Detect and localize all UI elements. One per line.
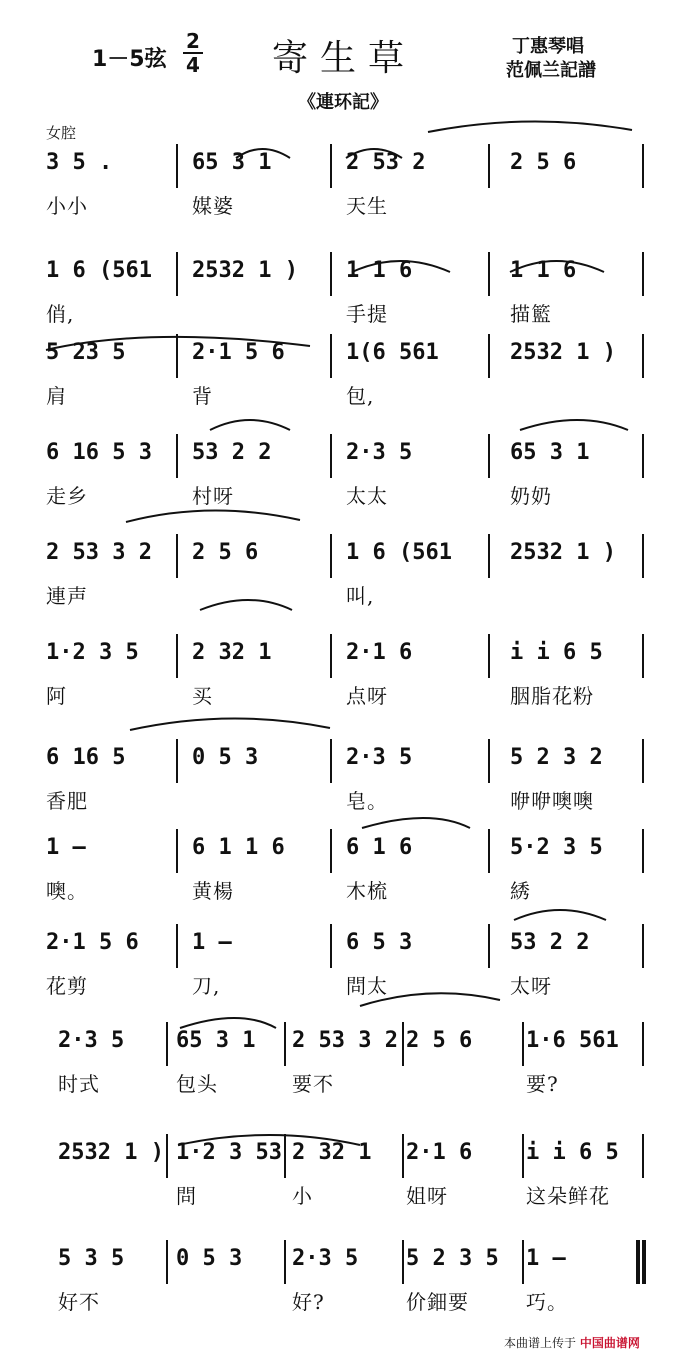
source-title: 《連环記》: [298, 92, 388, 113]
measure-notes: 65 3 1: [192, 150, 272, 175]
bar-line: [488, 434, 490, 478]
measure-lyrics: 太太: [346, 484, 388, 508]
bar-line: [166, 1240, 168, 1284]
bar-line: [642, 1022, 644, 1066]
measure-notes: 6 1 1 6: [192, 835, 285, 860]
footer-credit: [504, 1334, 640, 1351]
measure-lyrics: 刀,: [192, 974, 221, 998]
score-row: [0, 640, 700, 730]
measure-notes: 2·3 5: [346, 745, 413, 770]
measure-notes: 2532 1 ): [510, 340, 616, 365]
bar-line: [642, 739, 644, 783]
measure-notes: 2532 1 ): [510, 540, 616, 565]
measure-notes: 1(6 561: [346, 340, 439, 365]
measure-notes: i i 6 5: [510, 640, 603, 665]
bar-line: [176, 434, 178, 478]
bar-line: [330, 634, 332, 678]
bar-line: [642, 144, 644, 188]
measure-lyrics: 手提: [346, 302, 388, 326]
measure-lyrics: 好不: [58, 1290, 100, 1314]
bar-line: [166, 1022, 168, 1066]
measure-lyrics: 巧。: [526, 1290, 568, 1314]
measure-lyrics: 咿咿噢噢: [510, 789, 594, 813]
bar-line: [488, 252, 490, 296]
measure-notes: 0 5 3: [176, 1246, 243, 1271]
measure-lyrics: 太呀: [510, 974, 552, 998]
bar-line: [330, 252, 332, 296]
measure-lyrics: 要?: [526, 1072, 559, 1096]
bar-line: [402, 1022, 404, 1066]
score-row: [0, 150, 700, 240]
bar-line: [642, 924, 644, 968]
measure-lyrics: 天生: [346, 194, 388, 218]
measure-notes: 0 5 3: [192, 745, 259, 770]
bar-line: [176, 829, 178, 873]
bar-line: [330, 739, 332, 783]
score-row: [0, 258, 700, 348]
measure-lyrics: 描籃: [510, 302, 552, 326]
bar-line: [176, 739, 178, 783]
measure-notes: 1 6 (561: [46, 258, 152, 283]
measure-notes: 2·3 5: [58, 1028, 125, 1053]
bar-line: [642, 334, 644, 378]
measure-notes: 5 2 3 5: [406, 1246, 499, 1271]
measure-lyrics: 肩: [46, 384, 67, 408]
measure-lyrics: 背: [192, 384, 213, 408]
bar-line: [176, 924, 178, 968]
measure-lyrics: 花剪: [46, 974, 88, 998]
measure-notes: 6 1 6: [346, 835, 413, 860]
score-row: [0, 930, 700, 1020]
score-row: [0, 440, 700, 530]
measure-notes: 2 32 1: [292, 1140, 372, 1165]
bar-line: [176, 634, 178, 678]
measure-lyrics: 綉: [510, 879, 531, 903]
measure-lyrics: 胭脂花粉: [510, 684, 594, 708]
measure-notes: 1·2 3 53: [176, 1140, 282, 1165]
measure-lyrics: 价鈿要: [406, 1290, 469, 1314]
measure-lyrics: 时式: [58, 1072, 100, 1096]
measure-notes: 1·2 3 5: [46, 640, 139, 665]
bar-line: [522, 1240, 524, 1284]
measure-notes: 1 1 6: [346, 258, 413, 283]
measure-notes: 53 2 2: [510, 930, 590, 955]
time-signature-bottom: 4: [186, 53, 200, 77]
voice-label: 女腔: [46, 124, 77, 142]
key-signature: 1－5弦: [92, 47, 167, 72]
measure-notes: 2 32 1: [192, 640, 272, 665]
measure-notes: 5 2 3 2: [510, 745, 603, 770]
slur: [428, 121, 632, 132]
bar-line: [176, 252, 178, 296]
measure-lyrics: 好?: [292, 1290, 325, 1314]
bar-line: [488, 334, 490, 378]
measure-notes: 5 3 5: [58, 1246, 125, 1271]
score-row: [0, 835, 700, 925]
measure-notes: 6 16 5 3: [46, 440, 152, 465]
page-title: 寄生草: [272, 38, 417, 79]
measure-notes: 2·1 6: [406, 1140, 473, 1165]
measure-notes: 3 5 .: [46, 150, 113, 175]
singer-credit: 丁惠琴唱: [512, 36, 584, 57]
measure-lyrics: 点呀: [346, 684, 388, 708]
measure-lyrics: 木梳: [346, 879, 388, 903]
measure-notes: 5 23 5: [46, 340, 126, 365]
measure-notes: 65 3 1: [510, 440, 590, 465]
time-signature-top: 2: [186, 29, 200, 53]
bar-line: [330, 534, 332, 578]
measure-lyrics: 包,: [346, 384, 375, 408]
measure-notes: 2 5 6: [510, 150, 577, 175]
score-row: [0, 340, 700, 430]
measure-notes: i i 6 5: [526, 1140, 619, 1165]
measure-lyrics: 姐呀: [406, 1184, 448, 1208]
measure-lyrics: 村呀: [192, 484, 234, 508]
score-row: [0, 1140, 700, 1230]
measure-notes: 2 5 6: [192, 540, 259, 565]
measure-notes: 1·6 561: [526, 1028, 619, 1053]
bar-line: [642, 634, 644, 678]
footer-prefix: 本曲谱上传于: [504, 1336, 577, 1350]
bar-line: [522, 1134, 524, 1178]
bar-line: [284, 1022, 286, 1066]
score-row: [0, 1028, 700, 1118]
measure-notes: 1 –: [46, 835, 86, 860]
measure-notes: 1 –: [526, 1246, 566, 1271]
bar-line: [488, 829, 490, 873]
measure-lyrics: 奶奶: [510, 484, 552, 508]
bar-line: [176, 334, 178, 378]
measure-notes: 5·2 3 5: [510, 835, 603, 860]
bar-line: [488, 924, 490, 968]
measure-lyrics: 俏,: [46, 302, 75, 326]
measure-notes: 2·3 5: [346, 440, 413, 465]
measure-notes: 1 –: [192, 930, 232, 955]
bar-line: [330, 434, 332, 478]
bar-line: [642, 434, 644, 478]
measure-notes: 2·1 6: [346, 640, 413, 665]
bar-line: [176, 144, 178, 188]
measure-notes: 2·1 5 6: [192, 340, 285, 365]
measure-notes: 2 53 3 2: [46, 540, 152, 565]
measure-notes: 2 53 3 2: [292, 1028, 398, 1053]
measure-lyrics: 噢。: [46, 879, 88, 903]
notator-credit: 范佩兰記譜: [506, 60, 596, 81]
bar-line: [522, 1022, 524, 1066]
bar-line: [642, 1240, 646, 1284]
measure-lyrics: 走乡: [46, 484, 88, 508]
measure-lyrics: 这朵鲜花: [526, 1184, 610, 1208]
footer-brand: 中国曲谱网: [579, 1336, 640, 1350]
measure-lyrics: 媒婆: [192, 194, 234, 218]
measure-lyrics: 香肥: [46, 789, 88, 813]
measure-notes: 2·3 5: [292, 1246, 359, 1271]
measure-lyrics: 皂。: [346, 789, 388, 813]
measure-notes: 2·1 5 6: [46, 930, 139, 955]
bar-line: [488, 739, 490, 783]
bar-line: [488, 634, 490, 678]
measure-lyrics: 买: [192, 684, 213, 708]
score-row: [0, 1246, 700, 1336]
score-row: [0, 540, 700, 630]
measure-notes: 6 5 3: [346, 930, 413, 955]
score-row: [0, 745, 700, 835]
measure-lyrics: 包头: [176, 1072, 218, 1096]
measure-lyrics: 小小: [46, 194, 88, 218]
bar-line: [330, 829, 332, 873]
measure-notes: 2532 1 ): [192, 258, 298, 283]
measure-notes: 2 53 2: [346, 150, 426, 175]
measure-notes: 1 1 6: [510, 258, 577, 283]
bar-line: [330, 334, 332, 378]
bar-line: [642, 1134, 644, 1178]
measure-notes: 6 16 5: [46, 745, 126, 770]
measure-lyrics: 阿: [46, 684, 67, 708]
bar-line: [402, 1134, 404, 1178]
bar-line: [488, 534, 490, 578]
bar-line: [176, 534, 178, 578]
measure-notes: 2 5 6: [406, 1028, 473, 1053]
measure-lyrics: 要不: [292, 1072, 334, 1096]
measure-lyrics: 連声: [46, 584, 88, 608]
measure-lyrics: 小: [292, 1184, 313, 1208]
bar-line: [488, 144, 490, 188]
bar-line: [642, 534, 644, 578]
measure-notes: 1 6 (561: [346, 540, 452, 565]
bar-line: [166, 1134, 168, 1178]
measure-lyrics: 問: [176, 1184, 197, 1208]
bar-line: [402, 1240, 404, 1284]
measure-lyrics: 黄楊: [192, 879, 234, 903]
bar-line: [284, 1240, 286, 1284]
bar-line: [284, 1134, 286, 1178]
bar-line: [642, 829, 644, 873]
time-signature: [182, 30, 204, 76]
measure-notes: 53 2 2: [192, 440, 272, 465]
bar-line: [642, 252, 644, 296]
measure-lyrics: 問太: [346, 974, 388, 998]
measure-lyrics: 叫,: [346, 584, 375, 608]
bar-line: [330, 924, 332, 968]
measure-notes: 65 3 1: [176, 1028, 256, 1053]
measure-notes: 2532 1 ): [58, 1140, 164, 1165]
bar-line: [330, 144, 332, 188]
